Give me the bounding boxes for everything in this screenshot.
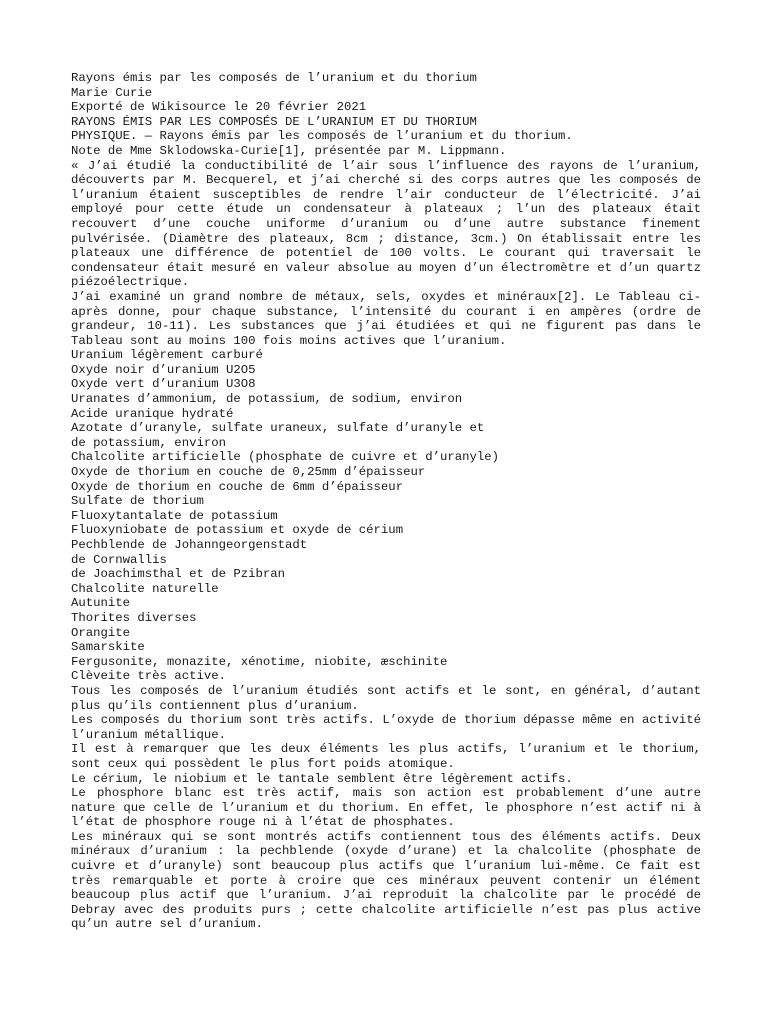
paragraph: Le phosphore blanc est très actif, mais son action est probablement d’une autre nature que celle de l’uranium et du thorium. En effet, le phosphore n’est actif ni à l’état de phosphore rouge ni à l’état de phosphates.: [71, 786, 701, 830]
substance-list: [71, 348, 701, 684]
paragraph: Tous les composés de l’uranium étudiés sont actifs et le sont, en général, d’autant plus qu’ils contiennent plus d’uranium.: [71, 683, 701, 713]
paragraph: Les composés du thorium sont très actifs. L’oxyde de thorium dépasse même en activité l’uranium métallique.: [71, 713, 701, 742]
document-heading: RAYONS ÉMIS PAR LES COMPOSÉS DE L’URANIUM ET DU THORIUM: [71, 114, 477, 129]
list-item: Uranium légèrement carburé: [71, 348, 263, 363]
paragraph: J’ai examiné un grand nombre de métaux, sels, oxydes et minéraux[2]. Le Tableau ci-après donne, pour chaque substance, l’intensité du courant i en ampères (ordre de grandeur, 10-11). Les substances que j’ai étudiées et qui ne figurent pas dans le Tableau sont au moins 100 fois moins actives que l’uranium.: [71, 289, 701, 348]
document-page: [71, 71, 701, 932]
list-item: de Joachimsthal et de Pzibran: [71, 567, 286, 582]
list-item: Autunite: [71, 596, 131, 611]
list-item: Chalcolite artificielle (phosphate de cuivre et d’uranyle): [71, 450, 500, 465]
list-item: Oxyde vert d’uranium U3O8: [71, 377, 256, 392]
paragraph: Le cérium, le niobium et le tantale semblent être légèrement actifs.: [71, 771, 573, 786]
list-item: Clèveite très active.: [71, 669, 226, 684]
list-item: Fluoxyniobate de potassium et oxyde de cérium: [71, 523, 404, 538]
export-note: Exporté de Wikisource le 20 février 2021: [71, 100, 367, 115]
list-item: Fergusonite, monazite, xénotime, niobite, æschinite: [71, 654, 448, 669]
list-item: Oxyde de thorium en couche de 6mm d’épaisseur: [71, 479, 404, 494]
list-item: Oxyde de thorium en couche de 0,25mm d’épaisseur: [71, 465, 426, 480]
list-item: Uranates d’ammonium, de potassium, de sodium, environ: [71, 392, 463, 407]
list-item: Orangite: [71, 625, 131, 640]
list-item: Thorites diverses: [71, 610, 197, 625]
presentation-note: Note de Mme Sklodowska-Curie[1], présentée par M. Lippmann.: [71, 143, 507, 158]
list-item: de potassium, environ: [71, 435, 226, 450]
list-item: Sulfate de thorium: [71, 494, 204, 509]
list-item: Azotate d’uranyle, sulfate uraneux, sulfate d’uranyle et: [71, 421, 485, 436]
document-title: Rayons émis par les composés de l’uranium et du thorium: [71, 71, 477, 85]
list-item: de Cornwallis: [71, 552, 167, 567]
paragraph: Les minéraux qui se sont montrés actifs contiennent tous des éléments actifs. Deux minéraux d’uranium : la pechblende (oxyde d’urane) et la chalcolite (phosphate de cuivre et d’uranyle) sont beaucoup plus actifs que l’uranium lui-même. Ce fait est très remarquable et porte à croire que ces minéraux peuvent contenir un élément beaucoup plus actif que l’uranium. J’ai reproduit la chalcolite par le procédé de Debray avec des produits purs ; cette chalcolite artificielle n’est pas plus active qu’un autre sel d’uranium.: [71, 829, 701, 932]
section-title: PHYSIQUE. — Rayons émis par les composés de l’uranium et du thorium.: [71, 129, 573, 144]
list-item: Acide uranique hydraté: [71, 406, 234, 421]
list-item: Pechblende de Johanngeorgenstadt: [71, 538, 308, 552]
paragraph: Il est à remarquer que les deux éléments les plus actifs, l’uranium et le thorium, sont ceux qui possèdent le plus fort poids atomique.: [71, 742, 701, 771]
list-item: Fluoxytantalate de potassium: [71, 508, 278, 523]
document-author: Marie Curie: [71, 85, 153, 100]
list-item: Chalcolite naturelle: [71, 581, 219, 596]
list-item: Oxyde noir d’uranium U2O5: [71, 362, 256, 377]
paragraph: « J’ai étudié la conductibilité de l’air sous l’influence des rayons de l’uranium, découverts par M. Becquerel, et j’ai cherché si des corps autres que les composés de l’uranium étaient susceptibles de rendre l’air conducteur de l’électricité. J’ai employé pour cette étude un condensateur à plateaux ; l’un des plateaux était recouvert d’une couche uniforme d’uranium ou d’une autre substance finement pulvérisée. (Diamètre des plateaux, 8cm ; distance, 3cm.) On établissait entre les plateaux une différence de potentiel de 100 volts. Le courant qui traversait le condensateur était mesuré en valeur absolue au moyen d’un électromètre et d’un quartz piézoélectrique.: [71, 158, 701, 290]
list-item: Samarskite: [71, 640, 145, 655]
